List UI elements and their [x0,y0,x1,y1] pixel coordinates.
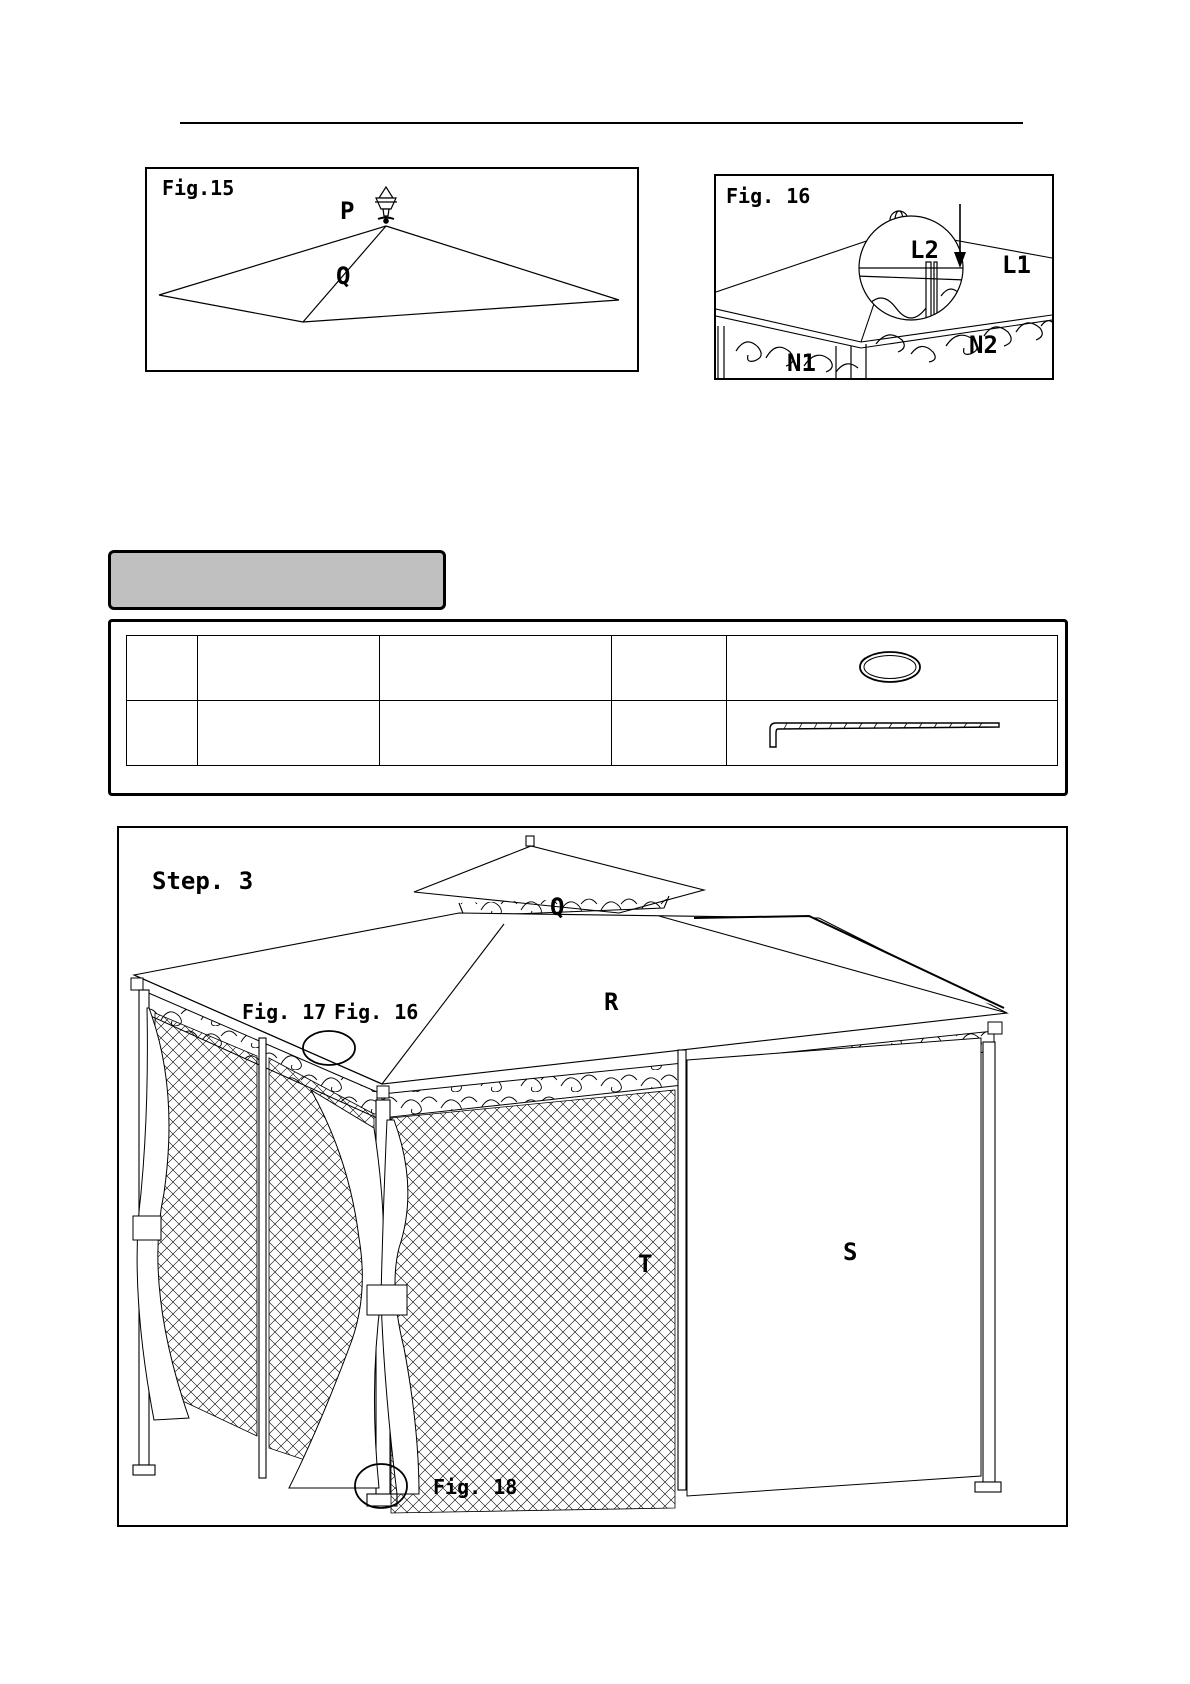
canopy-outline [159,226,619,322]
ring-icon [727,638,1057,698]
table-cell [197,701,379,766]
sidewall-panel [687,1038,981,1496]
hardware-table [126,635,1058,766]
step-3-figure [117,826,1068,1527]
table-image-cell [727,636,1058,701]
section-header-bar [108,550,446,610]
table-cell [127,636,198,701]
gazebo-assembly-drawing [119,828,1066,1525]
callout-fig18: Fig. 18 [433,1475,518,1499]
fig16-title: Fig. 16 [726,184,811,208]
fig15-title: Fig.15 [162,176,235,200]
figure-16 [714,174,1054,380]
label-l1: L1 [1002,251,1031,279]
label-n2: N2 [969,331,998,359]
label-q: Q [550,893,565,921]
step-3-title: Step. 3 [152,867,254,895]
table-cell [612,701,727,766]
label-p: P [340,197,355,225]
label-s: S [843,1238,858,1266]
callout-fig16: Fig. 16 [334,1000,419,1024]
label-r: R [604,988,619,1016]
label-q: Q [336,262,351,290]
label-t: T [638,1250,653,1278]
table-row [127,701,1058,766]
allen-key-icon [727,703,1057,763]
label-n1: N1 [787,349,816,377]
scroll-railing-pattern [718,321,1052,378]
table-row [127,636,1058,701]
label-l2: L2 [910,236,939,264]
table-image-cell [727,701,1058,766]
table-cell [380,636,612,701]
finial-cap-icon [375,187,397,223]
figure-15 [145,167,639,372]
table-cell [612,636,727,701]
table-cell [197,636,379,701]
top-rule [180,122,1023,124]
magnified-inset [856,216,966,322]
table-cell [127,701,198,766]
callout-fig17: Fig. 17 [242,1000,327,1024]
table-cell [380,701,612,766]
